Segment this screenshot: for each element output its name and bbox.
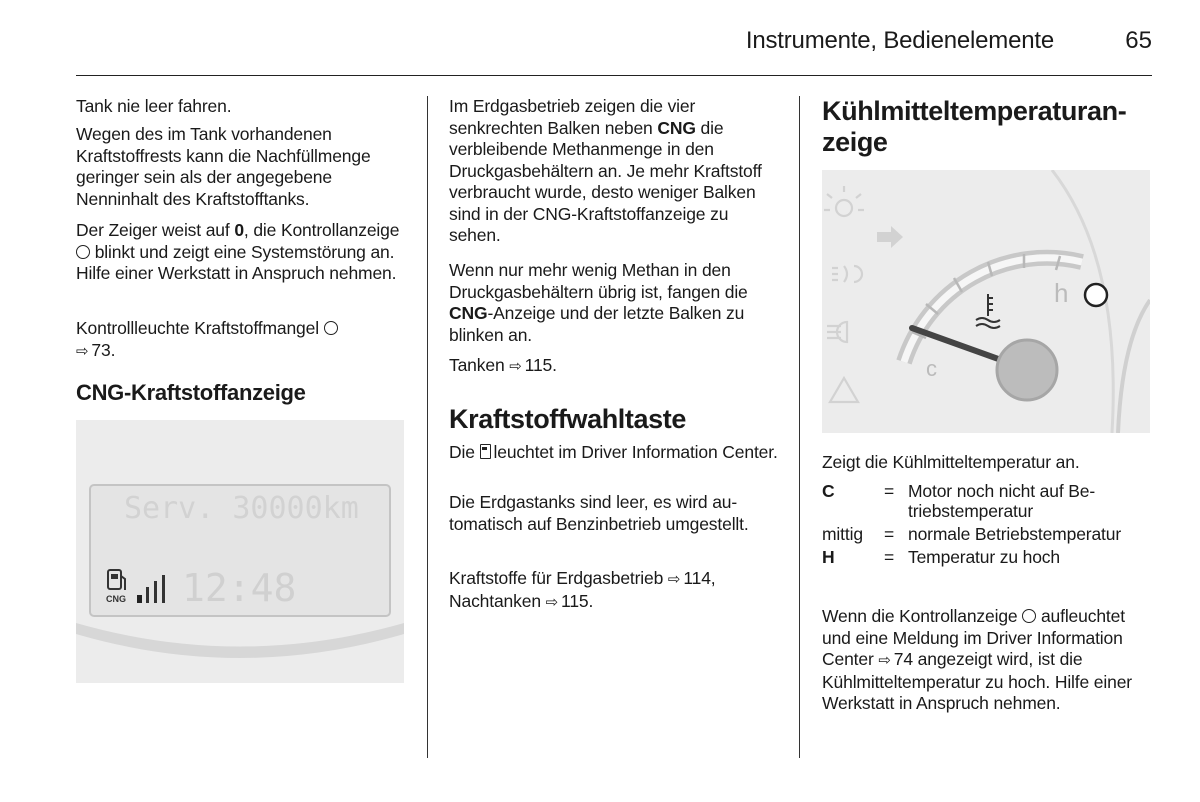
heading-line: zeige [822, 127, 888, 157]
definition-equals: = [884, 481, 895, 501]
light-icon [836, 200, 852, 216]
cng-display-figure [76, 420, 404, 683]
page-number: 65 [1125, 27, 1152, 54]
warning-circle-icon [76, 245, 90, 259]
definition-key: H [822, 547, 835, 567]
definition-row [822, 481, 1152, 524]
text: angezeigt wird, ist die Kühlmitteltemperatur zu hoch. Hilfe einer Werkstatt in Anspruch nehmen. [822, 649, 1132, 713]
definition-row [822, 547, 1152, 570]
paragraph [449, 442, 783, 464]
text: leuchtet im Driver Information Center. [493, 442, 778, 462]
display-service-text: Serv. 30000km [124, 491, 359, 526]
cng-badge: CNG [106, 594, 126, 604]
definition-equals: = [884, 524, 895, 544]
paragraph [449, 568, 783, 613]
low-beam-icon [827, 322, 847, 342]
definition-key: mittig [822, 524, 863, 544]
text: Die [449, 442, 480, 462]
header-rule [76, 75, 1152, 76]
display-bezel [76, 623, 404, 658]
paragraph: Zeigt die Kühlmitteltemperatur an. [822, 452, 1080, 472]
column-divider-1 [427, 96, 428, 758]
text: blinkt und zeigt eine Systemstörung an. Hilfe einer Werkstatt in Anspruch nehmen. [76, 241, 397, 283]
fog-light-icon [832, 266, 862, 282]
cng-bar-2 [146, 587, 149, 603]
paragraph: Wegen des im Tank vorhandenen Kraftstoffrests kann die Nachfüllmenge geringer sein als der angegebene Nenninhalt des Kraftstofftanks. [76, 124, 371, 209]
paragraph [449, 355, 783, 378]
definition-table [822, 481, 1152, 570]
text: Nachtanken [449, 590, 546, 611]
text: Kontrollleuchte Kraftstoffmangel [76, 318, 324, 338]
text: , die Kontrollanzeige [243, 220, 400, 240]
needle-hub [997, 340, 1057, 400]
fuel-pump-icon [480, 444, 491, 459]
page-reference[interactable]: ⇨ 73. [76, 340, 115, 360]
coolant-gauge-svg [822, 170, 1150, 433]
section-heading [822, 96, 1152, 158]
cng-bar-4 [162, 575, 165, 603]
definition-equals: = [884, 547, 895, 567]
text: Der Zeiger weist auf [76, 220, 235, 240]
warning-circle-icon [1022, 609, 1036, 623]
coolant-gauge-figure [822, 170, 1150, 433]
text-bold: CNG [657, 117, 696, 138]
definition-key: C [822, 481, 835, 501]
text-bold: CNG [449, 303, 488, 323]
page-header [0, 0, 1200, 80]
text: Kraftstoffe für Erdgasbetrieb [449, 568, 668, 588]
section-heading: Kraftstoffwahltaste [449, 404, 686, 434]
page-reference[interactable]: ⇨ 115. [509, 355, 557, 375]
turn-arrow-icon [877, 226, 903, 248]
section-heading: CNG-Kraftstoffanzeige [76, 380, 306, 405]
paragraph: Tank nie leer fahren. [76, 96, 232, 116]
text: die verbleibende Methanmenge in den Druckgasbehältern an. Je mehr Kraftstoff verbraucht wurde, desto weniger Balken sind in der CNG-Kraftstoffanzeige zu sehen. [449, 117, 762, 245]
paragraph [449, 260, 783, 346]
cng-bar-1 [137, 595, 142, 603]
gauge-label-hot: h [1054, 278, 1069, 308]
text-bold: 0 [234, 220, 244, 240]
hazard-triangle-icon [830, 378, 858, 402]
definition-value: normale Betriebstemperatur [908, 524, 1122, 544]
definition-row [822, 524, 1152, 547]
paragraph [76, 318, 408, 362]
coolant-temperature-icon [976, 294, 1000, 328]
heading-line: Kühlmitteltemperaturan- [822, 96, 1127, 126]
light-rays [824, 186, 864, 210]
page-reference[interactable]: ⇨ 115. [546, 591, 594, 611]
adjacent-gauge-ring [1118, 300, 1150, 433]
warning-circle-icon [324, 321, 338, 335]
text: aufleuchtet und eine Meldung im Driver Information Center [822, 606, 1125, 669]
page-reference[interactable]: ⇨ 114, [668, 568, 716, 588]
paragraph [449, 96, 783, 247]
paragraph [822, 606, 1144, 715]
text: Wenn nur mehr wenig Methan in den Druckgasbehältern übrig ist, fangen die [449, 260, 748, 302]
text: -Anzeige und der letzte Balken zu blinken an. [449, 303, 745, 345]
page-reference[interactable]: ⇨ 74 [878, 649, 913, 669]
running-title: Instrumente, Bedienelemente [745, 27, 1054, 54]
text: Im Erdgasbetrieb zeigen die vier senkrechten Balken neben [449, 96, 696, 138]
definition-value: Temperatur zu hoch [908, 547, 1060, 567]
paragraph: Die Erdgastanks sind leer, es wird automatisch auf Benzinbetrieb umgestellt. [449, 492, 749, 534]
warning-lamp-icons [824, 186, 903, 402]
coolant-warning-lamp-icon [1085, 284, 1107, 306]
gauge-label-cold: c [926, 356, 937, 381]
text: Wenn die Kontrollanzeige [822, 606, 1023, 626]
cng-display-svg [76, 420, 404, 683]
cng-bar-3 [154, 581, 157, 603]
text: Tanken [449, 355, 510, 375]
paragraph [76, 220, 408, 285]
definition-value: Motor noch nicht auf Betriebstemperatur [908, 481, 1096, 521]
display-clock: 12:48 [182, 566, 297, 610]
column-divider-2 [799, 96, 800, 758]
